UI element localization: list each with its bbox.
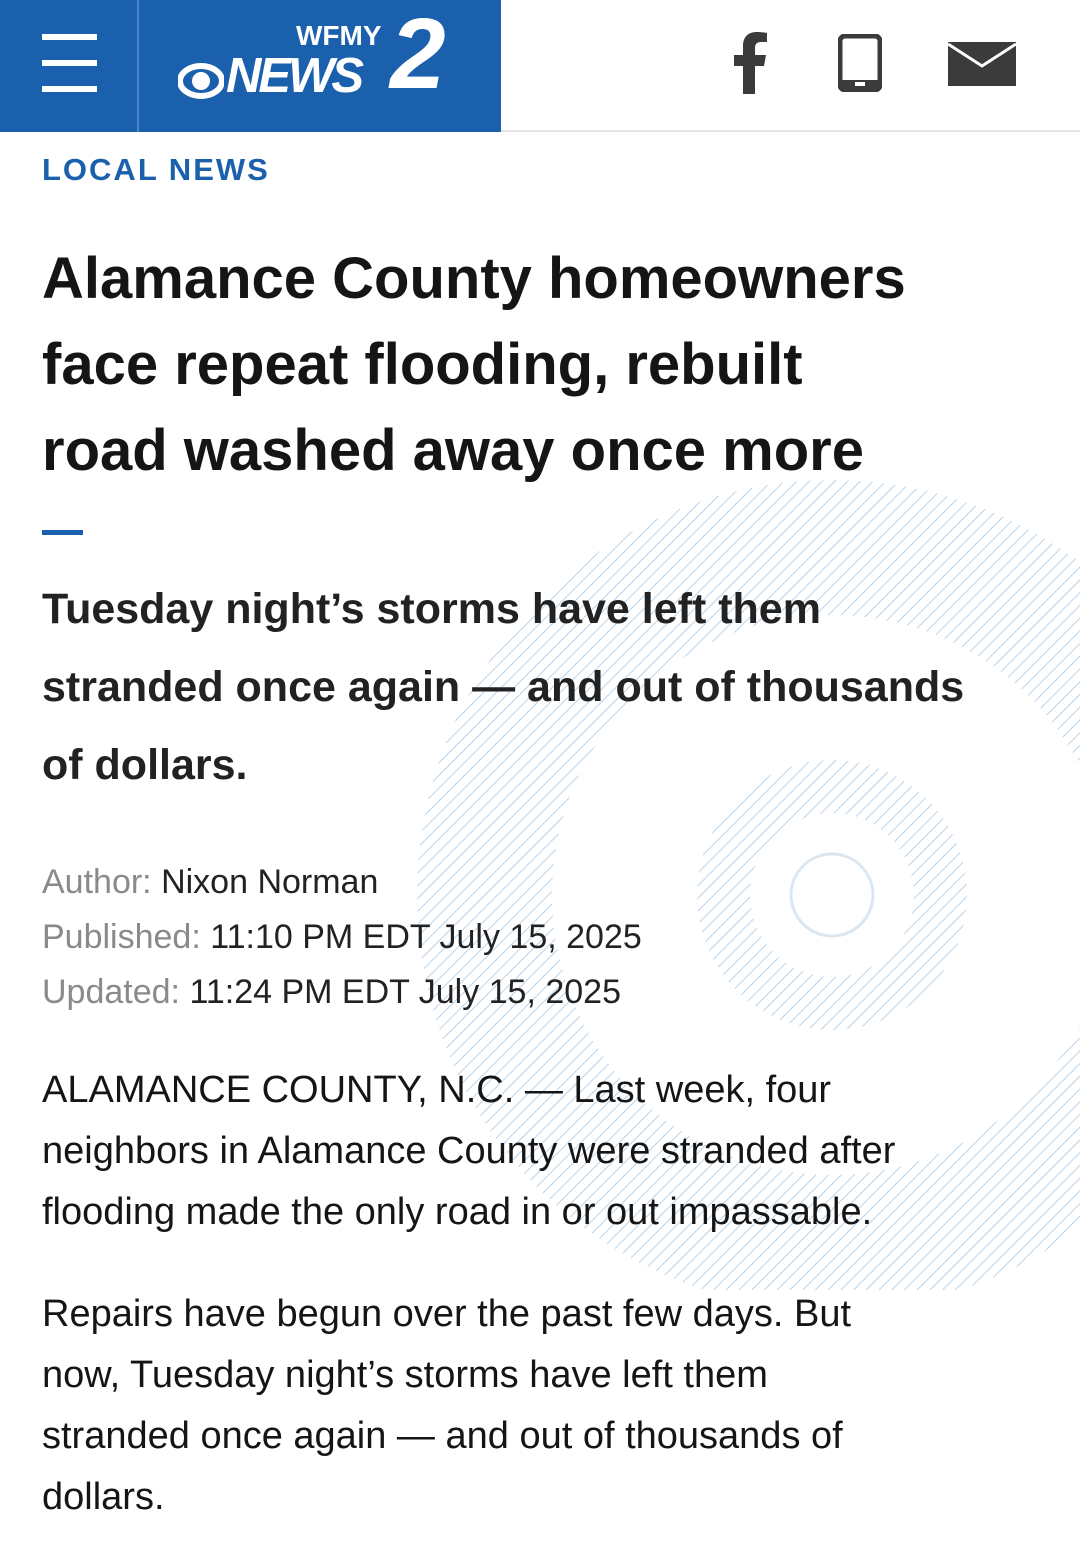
brand-block	[0, 0, 501, 132]
article-subheadline	[42, 570, 1052, 804]
headline-line: face repeat flooding, rebuilt	[42, 332, 803, 397]
updated-line	[42, 972, 942, 1012]
logo-call-letters: WFMY	[296, 20, 382, 51]
headline-divider	[42, 530, 83, 535]
headline-line: road washed away once more	[42, 418, 864, 483]
article-paragraph	[42, 1284, 1042, 1528]
mobile-share-icon[interactable]	[838, 34, 882, 92]
author-label: Author:	[42, 863, 152, 901]
subheadline-line: of dollars.	[42, 741, 248, 789]
paragraph-line: flooding made the only road in or out impassable.	[42, 1191, 873, 1233]
hamburger-bar	[42, 86, 97, 92]
paragraph-line: stranded once again — and out of thousands of	[42, 1415, 843, 1457]
email-icon[interactable]	[948, 42, 1016, 86]
subheadline-line: stranded once again — and out of thousands	[42, 663, 965, 711]
paragraph-line: Repairs have begun over the past few days. But	[42, 1293, 852, 1335]
paragraph-line: ALAMANCE COUNTY, N.C. — Last week, four	[42, 1069, 832, 1111]
author-name[interactable]: Nixon Norman	[161, 863, 379, 901]
facebook-icon[interactable]	[733, 32, 767, 94]
article-headline	[42, 236, 1042, 494]
paragraph-line: now, Tuesday night’s storms have left them	[42, 1354, 768, 1396]
published-date: 11:10 PM EDT July 15, 2025	[210, 918, 642, 956]
hamburger-menu-icon	[42, 34, 97, 40]
site-header	[0, 0, 1080, 132]
section-label[interactable]: LOCAL NEWS	[42, 152, 270, 187]
headline-line: Alamance County homeowners	[42, 246, 906, 311]
published-label: Published:	[42, 918, 201, 956]
menu-button[interactable]	[0, 0, 139, 132]
article-paragraph	[42, 1060, 1042, 1243]
paragraph-line: neighbors in Alamance County were stranded after	[42, 1130, 896, 1172]
logo-network: NEWS	[226, 49, 361, 103]
published-line	[42, 917, 942, 957]
hamburger-bar	[42, 60, 97, 66]
logo-channel-number: 2	[390, 0, 446, 110]
station-logo[interactable]	[178, 0, 468, 110]
paragraph-line: dollars.	[42, 1476, 165, 1518]
updated-label: Updated:	[42, 973, 180, 1011]
cbs-eye-icon	[178, 62, 224, 100]
author-line	[42, 862, 942, 902]
subheadline-line: Tuesday night’s storms have left them	[42, 585, 821, 633]
updated-date: 11:24 PM EDT July 15, 2025	[189, 973, 621, 1011]
